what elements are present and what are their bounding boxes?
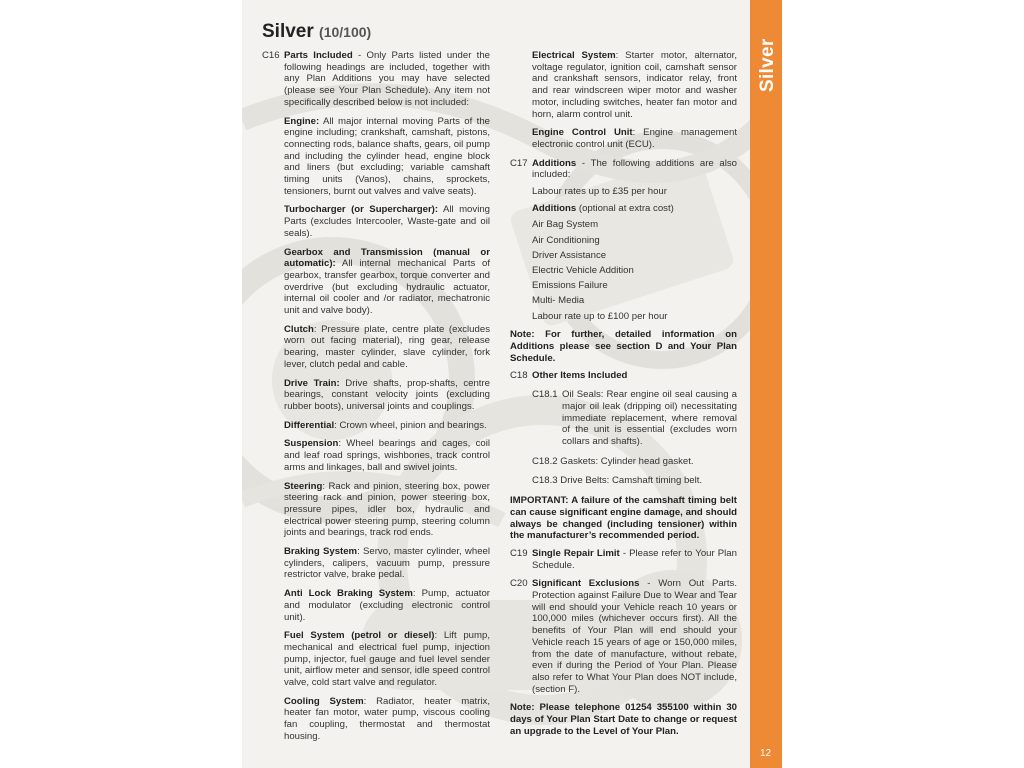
clause-number: C16: [262, 50, 280, 61]
text: All major internal moving Parts of the engine including; crankshaft, camshaft, pistons, connecting rods, balance shafts, gears, oil pump and including the cylinder head, engine block and liners (but excluding; variable camshaft timing units (Vanos), chains, sprockets, tensioners, burnt out valves and valve seats).: [284, 115, 490, 197]
heading: Steering: [284, 480, 323, 492]
additions-heading: [510, 203, 737, 215]
clause-number: C19: [510, 547, 528, 559]
text: : Wheel bearings and cages, coil and leaf road springs, wishbones, track control arms and linkages, ball and swivel joints.: [284, 438, 490, 473]
paragraph-braking: [262, 546, 490, 581]
heading: Electrical System: [532, 50, 616, 61]
clause-c20: [510, 578, 737, 695]
clause-heading: Single Repair Limit: [532, 547, 620, 559]
heading: Fuel System (petrol or diesel): [284, 630, 435, 642]
section-tab-label: Silver: [757, 38, 778, 92]
addition-item: Labour rate up to £100 per hour: [532, 310, 668, 322]
clause-text: - The following additions are also included:: [532, 157, 737, 181]
labour-rate-included: Labour rates up to £35 per hour: [532, 186, 667, 198]
text: : Pressure plate, centre plate (excludes worn out facing material), ring gear, release bearing, master cylinder, slave cylinder, fork lever, clutch pedal and cable.: [284, 323, 490, 370]
paragraph-engine-control-unit: [510, 127, 737, 150]
clause-c18-3: C18.3 Drive Belts: Camshaft timing belt.: [532, 475, 703, 487]
text: All moving Parts (excludes Intercooler, Waste-gate and oil seals).: [284, 204, 490, 239]
heading: Additions: [532, 202, 577, 214]
clause-number: C17: [510, 157, 528, 169]
text: : Pump, actuator and modulator (excluding electronic control unit).: [284, 588, 490, 623]
clause-c16: [262, 50, 490, 109]
paragraph-abs: [262, 588, 490, 623]
additions-note: Note: For further, detailed information on Additions please see section D and Your Plan Schedule.: [510, 329, 737, 364]
text: Drive shafts, prop-shafts, centre bearings, constant velocity joints (excluding rubber boots), universal joints and couplings.: [284, 377, 490, 412]
addition-item: Air Conditioning: [532, 234, 600, 246]
text: : Starter motor, alternator, voltage regulator, ignition coil, camshaft sensor and crankshaft sensors, indicator relay, front and rear windscreen wiper motor and washer motor, including switches, heater fan motor and horn, alarm control unit.: [532, 50, 737, 120]
heading: Differential: [284, 419, 335, 431]
clause-heading: Other Items Included: [532, 370, 628, 382]
heading: Engine:: [284, 115, 320, 127]
text: : Crown wheel, pinion and bearings.: [334, 419, 487, 431]
telephone-note: Note: Please telephone 01254 355100 within 30 days of Your Plan Start Date to change or request an upgrade to the Level of Your Plan.: [510, 702, 737, 737]
clause-c17: [510, 158, 737, 181]
addition-item: Air Bag System: [532, 219, 599, 231]
text: All internal mechanical Parts of gearbox, transfer gearbox, torque converter and overdrive (but excluding hydraulic actuator, internal oil cooler and /or radiator, mechatronic unit and valve body).: [284, 258, 490, 317]
clause-number: C20: [510, 578, 528, 590]
paragraph-differential: [262, 420, 490, 432]
addition-item: Driver Assistance: [532, 249, 607, 261]
clause-c18: [510, 370, 737, 382]
paragraph-electrical-system: [510, 50, 737, 120]
paragraph-clutch: [262, 324, 490, 371]
paragraph-suspension: [262, 438, 490, 473]
heading: Gearbox and Transmission (manual or automatic):: [284, 246, 490, 270]
heading: Drive Train:: [284, 377, 340, 389]
sub-clause-text: Oil Seals: Rear engine oil seal causing a major oil leak (dripping oil) necessitating immediate replacement, where removal of the unit is essential (excludes worn collars and shafts).: [562, 389, 737, 447]
heading: Engine Control Unit: [532, 127, 633, 139]
clause-heading: Additions: [532, 157, 577, 169]
left-column: [262, 50, 490, 750]
title-main: Silver: [262, 21, 314, 42]
heading: Cooling System: [284, 695, 364, 707]
heading: Suspension: [284, 438, 339, 450]
clause-c18-1: [510, 389, 737, 448]
important-note: IMPORTANT: A failure of the camshaft timing belt can cause significant engine damage, and should always be changed (including tensioner) within the manufacturer’s recommended period.: [510, 495, 737, 542]
clause-number: C18: [510, 370, 528, 382]
paragraph-drive-train: [262, 378, 490, 413]
addition-item: Multi- Media: [532, 295, 585, 307]
paragraph-cooling-system: [262, 696, 490, 743]
clause-heading: Significant Exclusions: [532, 578, 640, 590]
text: : Rack and pinion, steering box, power steering rack and pinion, power steering box, pressure pipes, idler box, hydraulic and electrical power steering pump, steering column joints and bearings, track rod ends.: [284, 480, 490, 539]
page-title: [262, 21, 371, 43]
clause-text: - Worn Out Parts. Protection against Failure Due to Wear and Tear will end should your Vehicle reach 10 years or 100,000 miles (whichever occurs first). All the benefits of Your Plan will end should your Vehicle reach 15 years of age or 150,000 miles, from the date of manufacture, without rebate, even if during the Period of Your Plan. Please also refer to What Your Plan does NOT include, (section F).: [532, 578, 738, 695]
clause-c18-2: C18.2 Gaskets: Cylinder head gasket.: [532, 455, 694, 467]
sub-clause-number: C18.1: [532, 389, 558, 401]
text: (optional at extra cost): [576, 202, 674, 214]
heading: Turbocharger (or Supercharger):: [284, 204, 439, 216]
paragraph-steering: [262, 481, 490, 540]
text: : Engine management electronic control unit (ECU).: [532, 127, 737, 150]
paragraph-fuel-system: [262, 630, 490, 689]
paragraph-engine: [262, 116, 490, 198]
clause-text: - Please refer to Your Plan Schedule.: [532, 547, 737, 571]
page-number: 12: [760, 748, 772, 759]
paragraph-gearbox: [262, 247, 490, 317]
title-sub: (10/100): [319, 24, 372, 40]
right-column: [510, 50, 737, 743]
clause-text: - Only Parts listed under the following headings are included, together with any Plan Additions you may have selected (please see Your Plan Schedule). Any item not specifically described below is not included:: [284, 50, 491, 108]
heading: Braking System: [284, 546, 358, 558]
clause-c19: [510, 548, 737, 571]
paragraph-turbocharger: [262, 204, 490, 239]
text: : Lift pump, mechanical and electrical fuel pump, injection pump, injector, fuel gauge and fuel level sender unit, airflow meter and sensor, idle speed control valve, cold start valve and regulator.: [284, 630, 490, 689]
text: : Radiator, heater matrix, heater fan motor, water pump, viscous cooling fan coupling, thermostat and thermostat housing.: [284, 695, 491, 742]
section-tab: [750, 0, 782, 768]
addition-item: Emissions Failure: [532, 280, 608, 292]
clause-heading: Parts Included: [284, 50, 353, 61]
addition-item: Electric Vehicle Addition: [532, 265, 634, 277]
text: : Servo, master cylinder, wheel cylinders, calipers, vacuum pump, pressure restrictor valve, brake pedal.: [284, 546, 491, 581]
heading: Clutch: [284, 323, 314, 335]
heading: Anti Lock Braking System: [284, 588, 413, 600]
